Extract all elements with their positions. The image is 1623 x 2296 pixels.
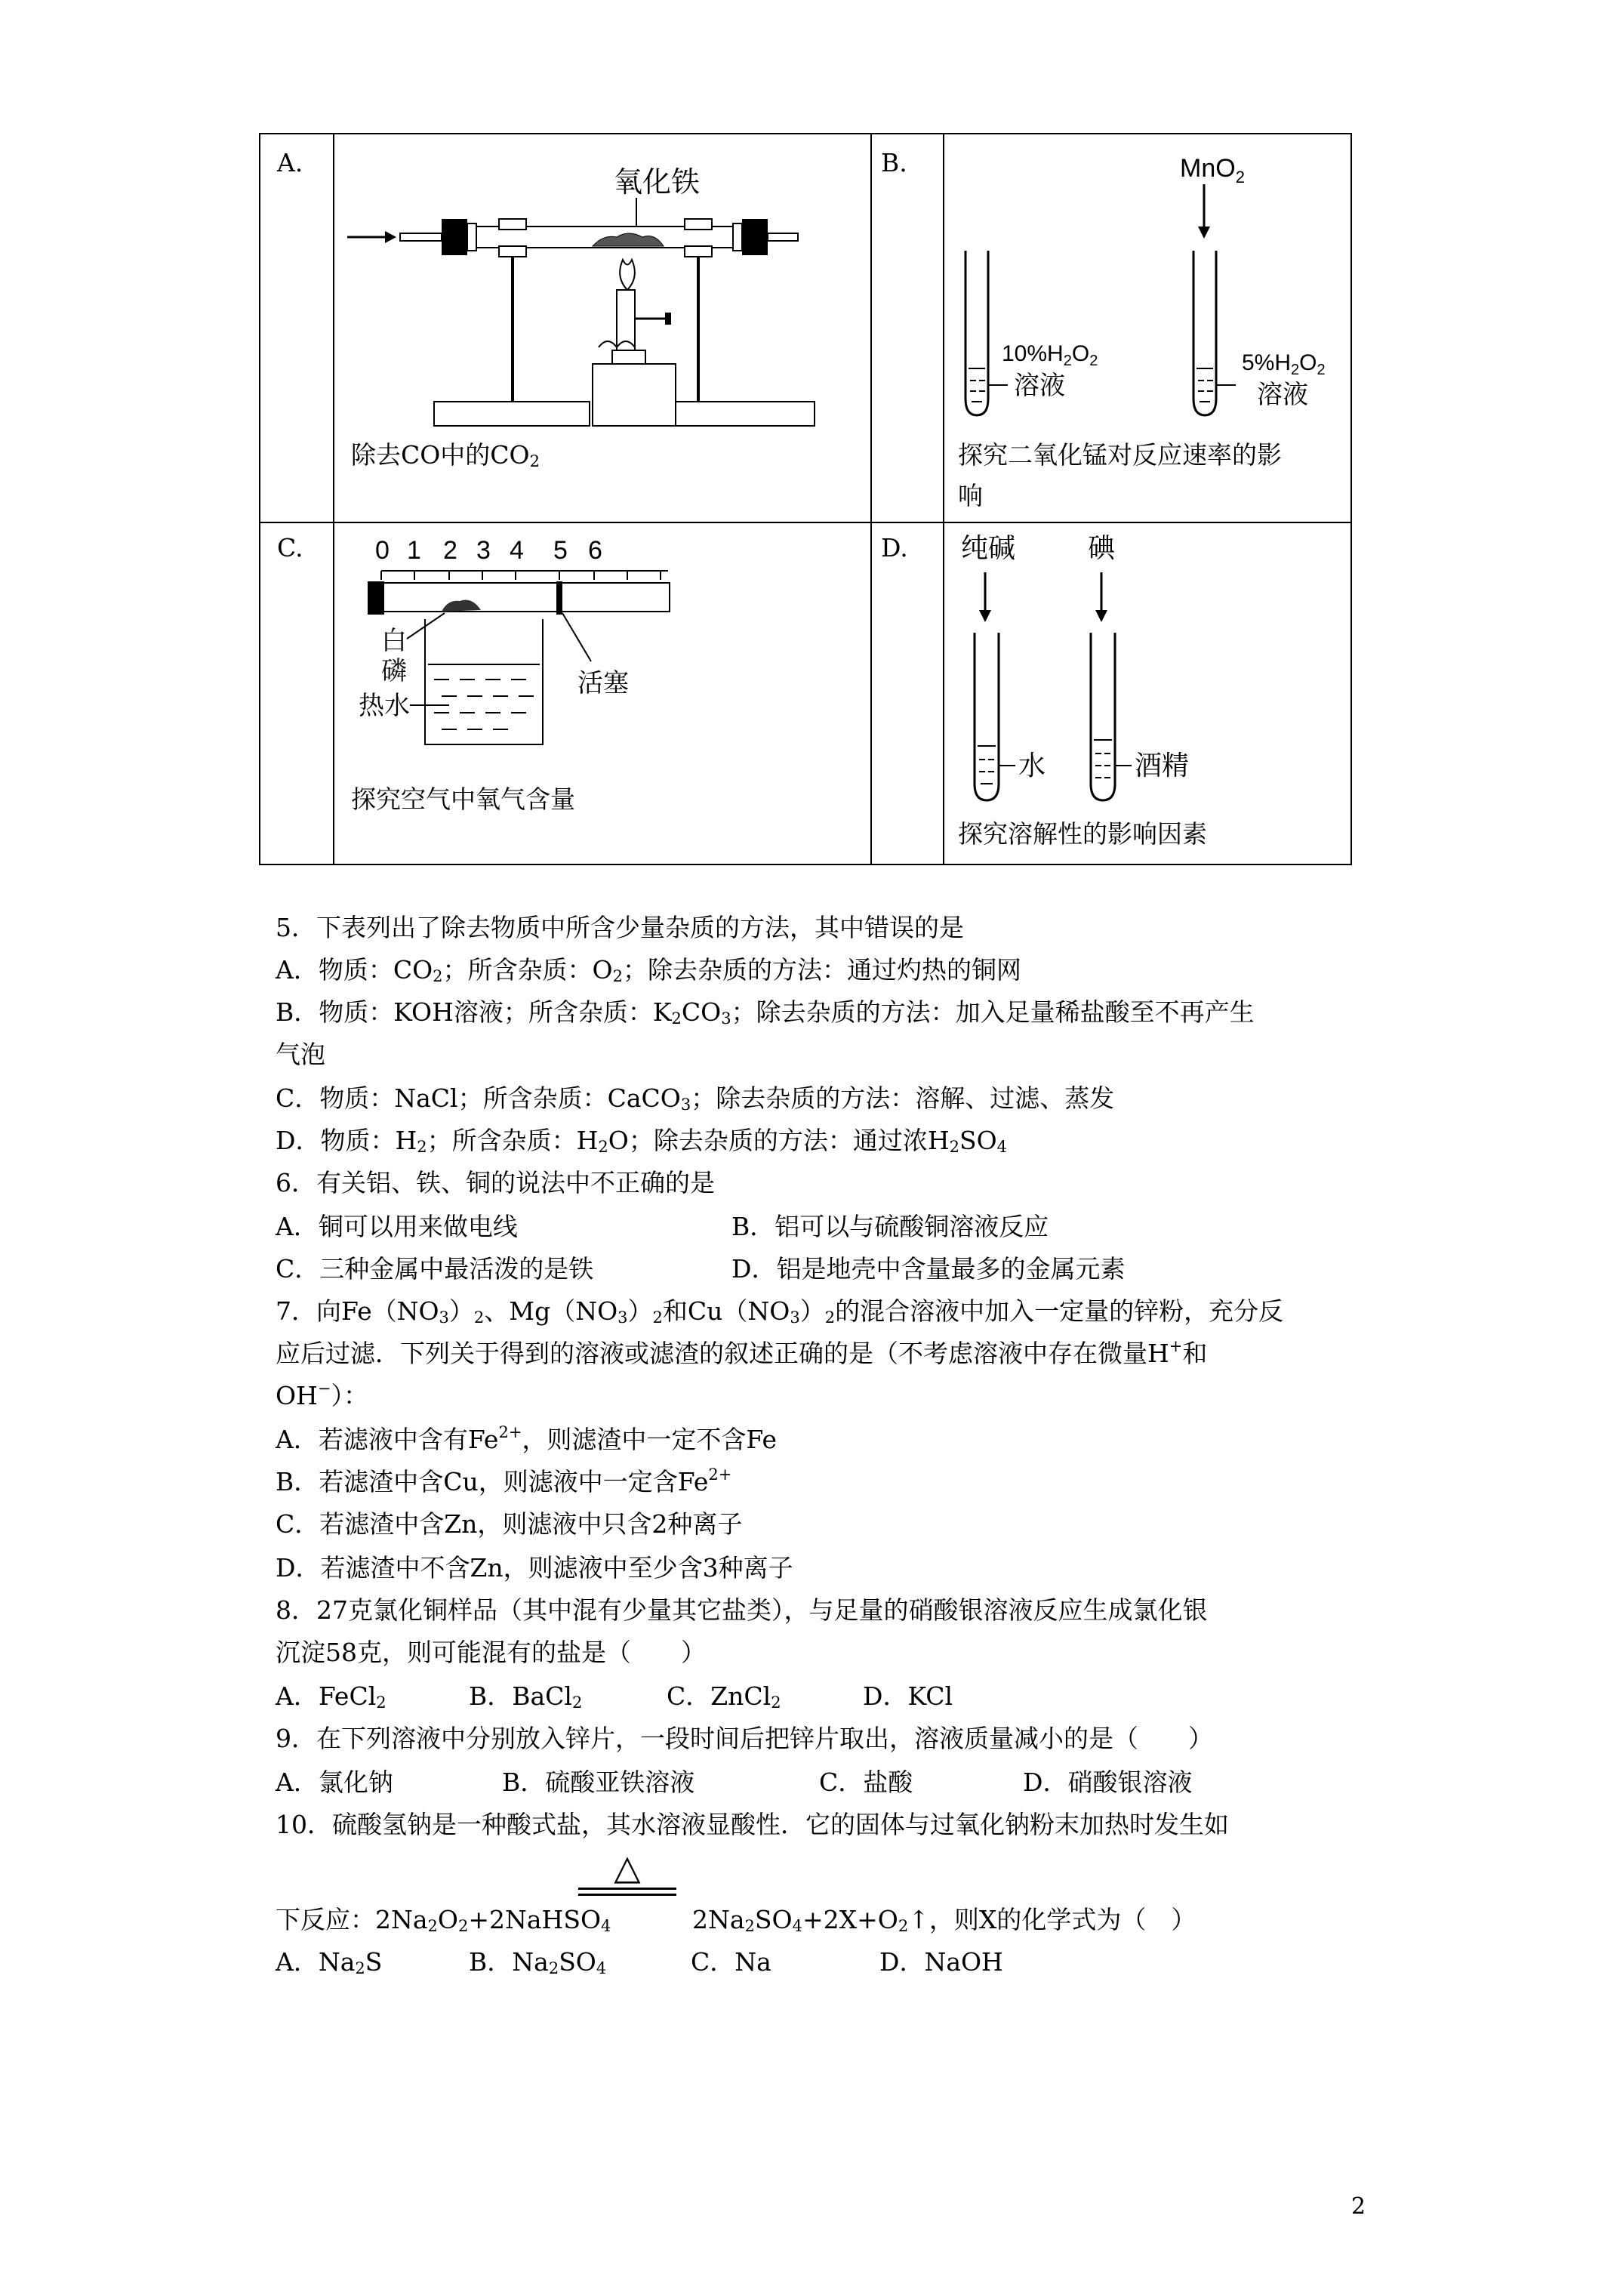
option-d-letter: D. — [881, 533, 908, 562]
question-6-stem: 6．有关铝、铁、铜的说法中不正确的是 — [276, 1168, 715, 1197]
question-7-option-c: C．若滤渣中含Zn，则滤液中只含2种离子 — [276, 1509, 743, 1539]
scale-tick: 0 — [375, 536, 390, 565]
option-b-caption: 探究二氧化锰对反应速率的影 响 — [958, 440, 1282, 510]
question-9-stem: 9．在下列溶液中分别放入锌片，一段时间后把锌片取出，溶液质量减小的是（ ） — [276, 1724, 1213, 1753]
diagram-mno2-test-tubes — [955, 142, 1347, 429]
svg-text:水: 水 — [1018, 750, 1046, 781]
svg-text:5%H2O2: $5\%H_2O_2$ — [1242, 350, 1326, 378]
question-5-option-b-continued: 气泡 — [276, 1040, 325, 1069]
question-7-option-b: B．若滤渣中含Cu，则滤液中一定含$Fe^{2+}$ — [276, 1465, 732, 1496]
question-6-option-c: C．三种金属中最活泼的是铁 — [276, 1254, 594, 1284]
scale-tick: 1 — [407, 536, 421, 565]
page-number: 2 — [1351, 2193, 1366, 2220]
svg-text:碘: 碘 — [1088, 532, 1116, 563]
scale-tick: 6 — [588, 536, 602, 565]
question-7-option-a: A．若滤液中含有$Fe^{2+}$，则滤渣中一定不含Fe — [276, 1423, 778, 1454]
question-10-stem-line-1: 10．硫酸氢钠是一种酸式盐，其水溶液显酸性．它的固体与过氧化钠粉末加热时发生如 — [276, 1810, 1229, 1839]
question-9-option-c: C．盐酸 — [819, 1767, 913, 1797]
question-8-option-d: D．KCl — [863, 1681, 953, 1711]
question-10-option-d: D．NaOH — [879, 1947, 1003, 1977]
question-7-stem-line-2: 应后过滤．下列关于得到的溶液或滤渣的叙述正确的是（不考虑溶液中存在微量H+和 — [276, 1337, 1208, 1368]
svg-text:酒精: 酒精 — [1135, 750, 1190, 781]
option-c-caption: 探究空气中氧气含量 — [351, 784, 575, 814]
reaction-heat-condition — [578, 1848, 676, 1897]
question-8-option-b: B．BaCl$_2$ — [469, 1681, 583, 1712]
svg-text:10%H2O2: $10\%H_2O_2$ — [1002, 341, 1098, 369]
question-5-option-c: C．物质：NaCl；所含杂质：CaCO$_3$；除去杂质的方法：溶解、过滤、蒸发 — [276, 1083, 1115, 1114]
question-6-option-d: D．铝是地壳中含量最多的金属元素 — [731, 1254, 1126, 1284]
iron-oxide-label: 氧化铁 — [614, 167, 701, 199]
question-8-stem-line-1: 8．27克氯化铜样品（其中混有少量其它盐类），与足量的硝酸银溶液反应生成氯化银 — [276, 1595, 1208, 1625]
svg-text:纯碱: 纯碱 — [961, 532, 1016, 563]
scale-tick: 2 — [443, 536, 457, 565]
scale-tick: 3 — [476, 536, 491, 565]
svg-text:MnO2: MnO$_2$ — [1180, 154, 1245, 186]
heat-triangle-icon: △ — [614, 1847, 641, 1888]
question-8-option-c: C．ZnCl$_2$ — [667, 1681, 781, 1712]
option-c-letter: C. — [277, 533, 303, 562]
question-6-option-b: B．铝可以与硫酸铜溶液反应 — [731, 1212, 1049, 1241]
scale-tick: 5 — [553, 536, 568, 565]
svg-text:溶液: 溶液 — [1257, 381, 1308, 409]
experiment-table — [259, 133, 1352, 865]
reaction-products: $2Na_2SO_4+2X+O_2↑$，则X的化学式为（ ） — [692, 1905, 1196, 1935]
question-9-option-a: A．氯化钠 — [276, 1767, 393, 1797]
svg-text:溶液: 溶液 — [1014, 371, 1065, 400]
svg-text:热水: 热水 — [359, 692, 410, 720]
svg-text:活塞: 活塞 — [577, 669, 629, 698]
question-5-option-b: B．物质：KOH溶液；所含杂质：$K_2CO_3$；除去杂质的方法：加入足量稀盐酸至不再产生 — [276, 997, 1255, 1028]
question-8-stem-line-2: 沉淀58克，则可能混有的盐是（ ） — [276, 1638, 706, 1667]
question-5-option-a: A．物质：$CO_2$；所含杂质：$O_2$；除去杂质的方法：通过灼热的铜网 — [276, 955, 1021, 985]
option-a-letter: A. — [277, 148, 303, 177]
question-10-option-a: A．$Na_2S$ — [276, 1947, 383, 1977]
option-d-caption: 探究溶解性的影响因素 — [958, 819, 1207, 849]
question-6-option-a: A．铜可以用来做电线 — [276, 1212, 518, 1241]
question-7-option-d: D．若滤渣中不含Zn，则滤液中至少含3种离子 — [276, 1553, 793, 1583]
question-7-stem-line-3: OH−）： — [276, 1379, 368, 1410]
diagram-solubility-test-tubes — [955, 527, 1332, 814]
svg-text:磷: 磷 — [381, 657, 407, 686]
question-10-option-b: B．$Na_2SO_4$ — [469, 1947, 607, 1977]
question-5-stem: 5．下表列出了除去物质中所含少量杂质的方法，其中错误的是 — [276, 913, 964, 942]
scale-tick: 4 — [510, 536, 524, 565]
svg-text:白: 白 — [381, 627, 407, 655]
option-b-letter: B. — [881, 148, 907, 177]
question-10-option-c: C．Na — [691, 1947, 771, 1977]
reaction-reactants: 下反应：$2Na_2O_2+2NaHSO_4$ — [276, 1905, 611, 1935]
question-8-option-a: A．FeCl$_2$ — [276, 1681, 387, 1712]
option-a-caption: 除去CO中的$CO_2$ — [351, 440, 540, 470]
question-9-option-d: D．硝酸银溶液 — [1023, 1767, 1193, 1797]
diagram-iron-oxide-tube — [343, 145, 857, 447]
question-7-stem-line-1: 7．向$Fe(NO_3)_2$、$Mg(NO_3)_2$和$Cu(NO_3)_2$的混合溶液中加入一定量的锌粉，充分反 — [276, 1296, 1284, 1327]
question-9-option-b: B．硫酸亚铁溶液 — [502, 1767, 695, 1797]
question-5-option-d: D．物质：$H_2$；所含杂质：$H_2O$；除去杂质的方法：通过浓$H_2SO_4$ — [276, 1126, 1008, 1156]
diagram-oxygen-content — [359, 529, 676, 747]
